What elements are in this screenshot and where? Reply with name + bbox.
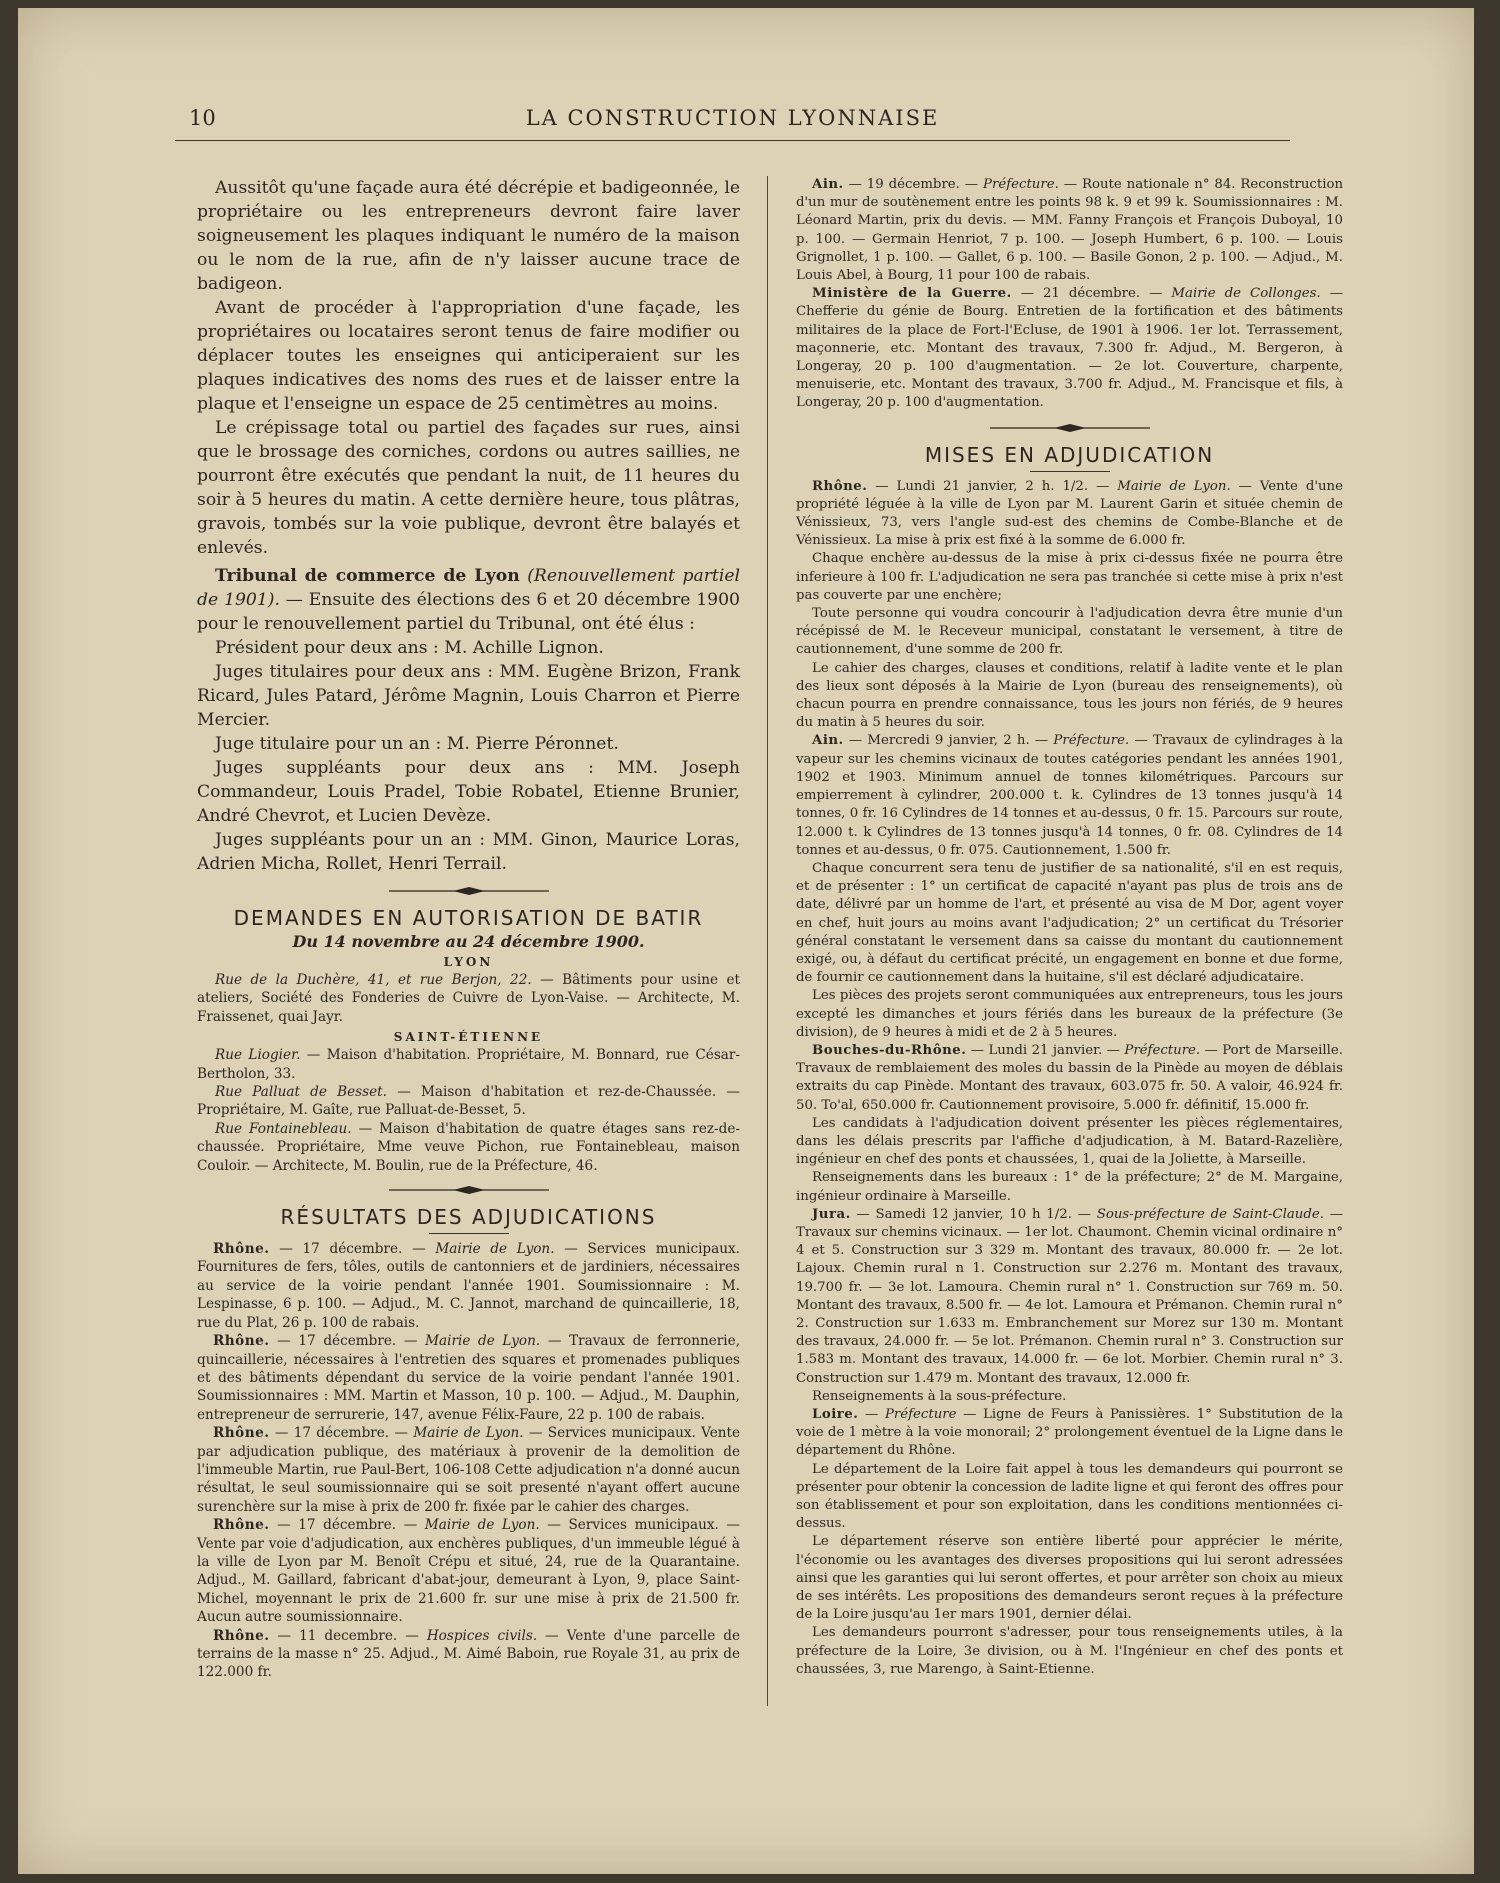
list-item: Jura. — Samedi 12 janvier, 10 h 1/2. — Sous-préfecture de Saint-Claude. — Travaux sur chemins vicinaux. — 1er lot. Chaumont. Chemin vicinal ordinaire n° 4 et 5. Construction sur 3 329 m. Montant des travaux, 80.000 fr. — 2e lot. Lajoux. Chemin rural n 1. Construction sur 2.276 m. Montant des travaux, 19.700 fr. — 3e lot. Lamoura. Chemin rural n° 1. Construction sur 769 m. 50. Montant des travaux, 8.500 fr. — 4e lot. Lamoura et Prémanon. Chemin rural n° 2. Construction sur 1.633 m. Embranchement sur Morez sur 130 m. Montant des travaux, 24.000 fr. — 5e lot. Prémanon. Chemin rural n° 3. Construction sur 1.583 m. Montant des travaux, 14.000 fr. — 6e lot. Morbier. Chemin rural n° 3. Construction sur 1.479 m. Montant des travaux, 12.000 fr. [796,1206,1343,1386]
column-divider [767,176,768,1706]
paragraph: Chaque enchère au-dessus de la mise à prix ci-dessus fixée ne pourra être inferieure à 100 fr. L'adjudication ne sera pas tranchée si cette mise à prix n'est pas couverte par une enchère; [796,551,1343,603]
list-item: Loire. — Préfecture — Ligne de Feurs à Panissières. 1° Substitution de la voie de 1 mètre à la voie monorail; 2° prolongement éventuel de la Ligne dans le département du Rhône. [796,1407,1344,1459]
section-title-resultats: RÉSULTATS DES ADJUDICATIONS [280,1205,657,1230]
list-item: Rhône. — Lundi 21 janvier, 2 h. 1/2. — Mairie de Lyon. — Vente d'une propriété léguée à la ville de Lyon par M. Laurent Garin et située chemin de Vénissieux, 73, vers l'angle sud-est des chemins de Combe-Blanche et de Vénissieux. La mise à prix est fixé à la somme de 6.000 fr. [796,478,1343,549]
entry-text: — Maison d'habitation de quatre étages sans rez-de-chaussée. Propriétaire, Mme veuve Pichon, rue Fontainebleau, maison Couloir. — Architecte, M. Boulin, rue de la Préfecture, 46. [197,1120,740,1174]
paragraph: Chaque concurrent sera tenu de justifier de sa nationalité, s'il en est requis, et de présenter : 1° un certificat de capacité n'ayant pas plus de trois ans de date, délivré par un homme de l'art, et présenté au visa de M Dor, agent voyer en chef, huit jours au moins avant l'adjudication; 2° un certificat du Trésorier général constatant le versement dans sa caisse du montant du cautionnement exigé, ou, à défaut du certificat précité, un engagement en bonne et due forme, de fournir ce cautionnement dans la huitaine, s'il est déclaré adjudicataire. [796,860,1343,986]
demandes-lyon [197,971,740,1026]
paragraph: Aussitôt qu'une façade aura été décrépie et badigeonnée, le propriétaire ou les entrepreneurs devront faire laver soigneusement les plaques indiquant le numéro de la maison ou le nom de la rue, afin de n'y laisser aucune trace de badigeon. [197,178,740,294]
entry-text: — Bâtiments pour usine et ateliers, Société des Fonderies de Cuivre de Lyon-Vaise. — Architecte, M. Fraissenet, quai Jayr. [197,972,740,1025]
page-header [175,100,1290,141]
president: Président pour deux ans : M. Achille Lignon. [215,638,604,658]
juges-suppleants-deux: Juges suppléants pour deux ans : MM. Joseph Commandeur, Louis Pradel, Tobie Robatel, Etienne Brunier, André Chevrot, et Lucien Devèze. [197,758,740,826]
page-number: 10 [189,106,216,130]
paragraph: Renseignements dans les bureaux : 1° de la préfecture; 2° de M. Margaine, ingénieur ordinaire à Marseille. [796,1170,1343,1204]
city-heading-saint-etienne: SAINT-ÉTIENNE [393,1030,544,1045]
paragraph: Les pièces des projets seront communiquées aux entrepreneurs, tous les jours excepté les dimanches et jours fériés dans les bureaux de la préfecture (3e division), de 9 heures à midi et de 2 à 5 heures. [796,988,1343,1040]
tribunal-text: — Ensuite des élections des 6 et 20 décembre 1900 pour le renouvellement partiel du Tribunal, ont été élus : [197,590,740,634]
list-item: Bouches-du-Rhône. — Lundi 21 janvier. — Préfecture. — Port de Marseille. Travaux de remblaiement des moles du bassin de la Pinède au moyen de déblais extraits du cap Pinède. Montant des travaux, 603.075 fr. 50. A valoir, 46.924 fr. 50. To'al, 650.000 fr. Cautionnement provisoire, 5.000 fr. définitif, 15.000 fr. [796,1042,1343,1113]
right-column [796,176,1343,1679]
ornament-divider [197,1185,740,1195]
paragraph: Le département réserve son entière liberté pour apprécier le mérite, l'économie ou les avantages des diverses propositions qui lui seront adressées ainsi que les garanties qui lui seront offertes, et pour arrêter son choix au mieux de ses intérêts. Les propositions des demandeurs seront reçues à la préfecture de la Loire jusqu'au 1er mars 1901, dernier délai. [796,1534,1343,1623]
resultats-continued [796,176,1343,413]
tribunal-subtitle: (Renouvellement partiel de 1901). [197,566,740,610]
resultats-list [197,1240,740,1682]
list-item: Rhône. — 11 decembre. — Hospices civils. — Vente d'une parcelle de terrains de la masse n° 25. Adjud., M. Aimé Baboin, rue Royale 31, au prix de 122.000 fr. [197,1627,741,1681]
demandes-saint-etienne [197,1046,740,1175]
street-name: Rue Fontainebleau. [215,1120,352,1137]
demandes-subtitle: Du 14 novembre au 24 décembre 1900. [292,932,645,951]
left-column [197,176,740,1682]
street-name: Rue de la Duchère, 41, et rue Berjon, 22. [215,972,532,988]
entry-text: — Maison d'habitation. Propriétaire, M. Bonnard, rue César-Bertholon, 33. [197,1047,740,1082]
list-item: Ministère de la Guerre. — 21 décembre. — Mairie de Collonges. — Chefferie du génie de Bourg. Entretien de la fortification et des bâtiments militaires de la place de Fort-l'Ecluse, de 1901 à 1906. 1er lot. Terrassement, maçonnerie, etc. Montant des travaux, 7.300 fr. Adjud., M. Bergeron, à Longeray, 20 p. 100 d'augmentation. — 2e lot. Couverture, charpente, menuiserie, etc. Montant des travaux, 3.700 fr. Adjud., M. Francisque et fils, à Longeray, 20 p. 100 d'augmentation. [796,286,1343,411]
juges-suppleants-un: Juges suppléants pour un an : MM. Ginon, Maurice Loras, Adrien Micha, Rollet, Henri Terrail. [197,830,740,874]
list-item: Rhône. — 17 décembre. — Mairie de Lyon. — Travaux de ferronnerie, quincaillerie, nécessaires à l'entretien des squares et promenades publiques et des bâtiments dépendant du service de la voirie pendant l'année 1901. Soumissionnaires : MM. Martin et Masson, 10 p. 100. — Adjud., M. Dauphin, entrepreneur de serrurerie, 147, avenue Félix-Faure, 22 p. 100 de rabais. [197,1333,741,1423]
paragraph: Les demandeurs pourront s'adresser, pour tous renseignements utiles, à la préfecture de la Loire, 3e division, ou à M. l'Ingénieur en chef des ponts et chaussées, 3, rue Marengo, à Saint-Etienne. [796,1625,1343,1677]
juges-titulaires: Juges titulaires pour deux ans : MM. Eugène Brizon, Frank Ricard, Jules Patard, Jérôme Magnin, Louis Charron et Pierre Mercier. [197,662,740,730]
paragraph: Les candidats à l'adjudication doivent présenter les pièces réglementaires, dans les délais prescrits par l'affiche d'adjudication, à M. Batard-Razelière, ingénieur en chef des ponts et chaussées, 1, quai de la Joliette, à Marseille. [796,1115,1343,1168]
paragraph: Toute personne qui voudra concourir à l'adjudication devra être munie d'un récépissé de M. le Receveur municipal, constatant le versement, à titre de cautionnement, d'une somme de 200 fr. [796,606,1343,658]
list-item: Ain. — 19 décembre. — Préfecture. — Route nationale n° 84. Reconstruction d'un mur de soutènement entre les points 98 k. 9 et 99 k. Soumissionnaires : M. Léonard Martin, prix du devis. — MM. Fanny François et François Duboyal, 10 p. 100. — Germain Henriot, 7 p. 100. — Joseph Humbert, 6 p. 100. — Louis Grignollet, 1 p. 100. — Gallet, 6 p. 100. — Basile Gonon, 2 p. 100. — Adjud., M. Louis Abel, à Bourg, 11 pour 100 de rabais. [796,177,1344,284]
journal-title: LA CONSTRUCTION LYONNAISE [525,106,940,130]
juge-titulaire: Juge titulaire pour un an : M. Pierre Péronnet. [215,734,619,754]
entry-text: — Maison d'habitation et rez-de-Chaussée. — Propriétaire, M. Gaîte, rue Palluat-de-Besset, 5. [197,1084,740,1119]
facade-regulations [197,176,740,876]
paragraph: Avant de procéder à l'appropriation d'une façade, les propriétaires ou locataires seront tenus de faire modifier ou déplacer toutes les enseignes qui anticiperaient sur les plaques indicatives des noms des rues et de laisser entre la plaque et l'enseigne un espace de 25 centimètres au moins. [197,298,740,414]
paragraph: Le crépissage total ou partiel des façades sur rues, ainsi que le brossage des corniches, cordons ou autres saillies, ne pourront être exécutés que pendant la nuit, de 11 heures du soir à 5 heures du matin. A cette dernière heure, tous plâtras, gravois, tombés sur la voie publique, devront être balayés et enlevés. [197,418,740,558]
paragraph: Le département de la Loire fait appel à tous les demandeurs qui pourront se présenter pour obtenir la concession de ladite ligne et qui feront des offres pour son établissement et pour son exploitation, dans les conditions mentionnées ci-dessus. [796,1461,1343,1532]
list-item: Ain. — Mercredi 9 janvier, 2 h. — Préfecture. — Travaux de cylindrages à la vapeur sur les chemins vicinaux de toutes catégories pendant les années 1901, 1902 et 1903. Minimum annuel de tonnes kilométriques. Parcours sur empierrement à cylindrer, 200.000 t. k. Cylindres de 13 tonnes jusqu'à 14 tonnes, 0 fr. 16 Cylindres de 14 tonnes et au-dessus, 0 fr. 15. Parcours sur route, 12.000 t. k Cylindres de 13 tonnes jusqu'à 14 tonnes, 0 fr. 08. Cylindres de 14 tonnes et au-dessus, 0 fr. 075. Cautionnement, 1.500 fr. [796,733,1344,858]
section-title-mises: MISES EN ADJUDICATION [924,442,1215,467]
ornament-divider [796,423,1343,433]
list-item: Rhône. — 17 décembre. — Mairie de Lyon. — Services municipaux. — Vente par voie d'adjudication, aux enchères publiques, d'un immeuble légué à la ville de Lyon par M. Benoît Crépu et situé, 24, rue de la Quarantaine. Adjud., M. Gaillard, fabricant d'abat-jour, demeurant à Lyon, 9, place Saint-Michel, moyennant le prix de 21.600 fr. sur une mise à prix de 21.500 fr. Aucun autre soumissionnaire. [197,1517,741,1626]
street-name: Rue Liogier. [215,1047,301,1064]
street-name: Rue Palluat de Besset. [215,1084,387,1101]
short-rule [429,1233,509,1234]
ornament-divider [197,886,740,896]
tribunal-title: Tribunal de commerce de Lyon [215,566,520,586]
section-title-demandes: DEMANDES EN AUTORISATION DE BATIR [233,906,704,930]
tribunal-paragraph [197,564,740,636]
list-item: Rhône. — 17 décembre. — Mairie de Lyon. — Services municipaux. Fournitures de fers, tôles, outils de cantonniers et de jardiniers, nécessaires au service de la voirie pendant l'année 1901. Soumissionnaire : M. Lespinasse, 6 p. 100. — Adjud., M. C. Jannot, marchand de quincaillerie, 18, rue du Plat, 26 p. 100 de rabais. [197,1241,740,1331]
city-heading-lyon: LYON [443,955,494,969]
paragraph: Le cahier des charges, clauses et conditions, relatif à ladite vente et le plan des lieux sont déposés à la Mairie de Lyon (bureau des renseignements), où chacun pourra en prendre connaissance, tous les jours non fériés, de 9 heures du matin à 5 heures du soir. [796,660,1343,731]
list-item: Rhône. — 17 décembre. — Mairie de Lyon. — Services municipaux. Vente par adjudication publique, des matériaux à provenir de la demolition de l'immeuble Martin, rue Paul-Bert, 106-108 Cette adjudication n'a donné aucun résultat, le seul soumissionnaire qui se soit presenté n'ayant offert aucune surenchère sur la mise à prix de 200 fr. fixée par le cahier des charges. [197,1425,741,1515]
short-rule [1030,471,1110,472]
mises-list [796,478,1343,1679]
paragraph: Renseignements à la sous-préfecture. [812,1388,1067,1404]
